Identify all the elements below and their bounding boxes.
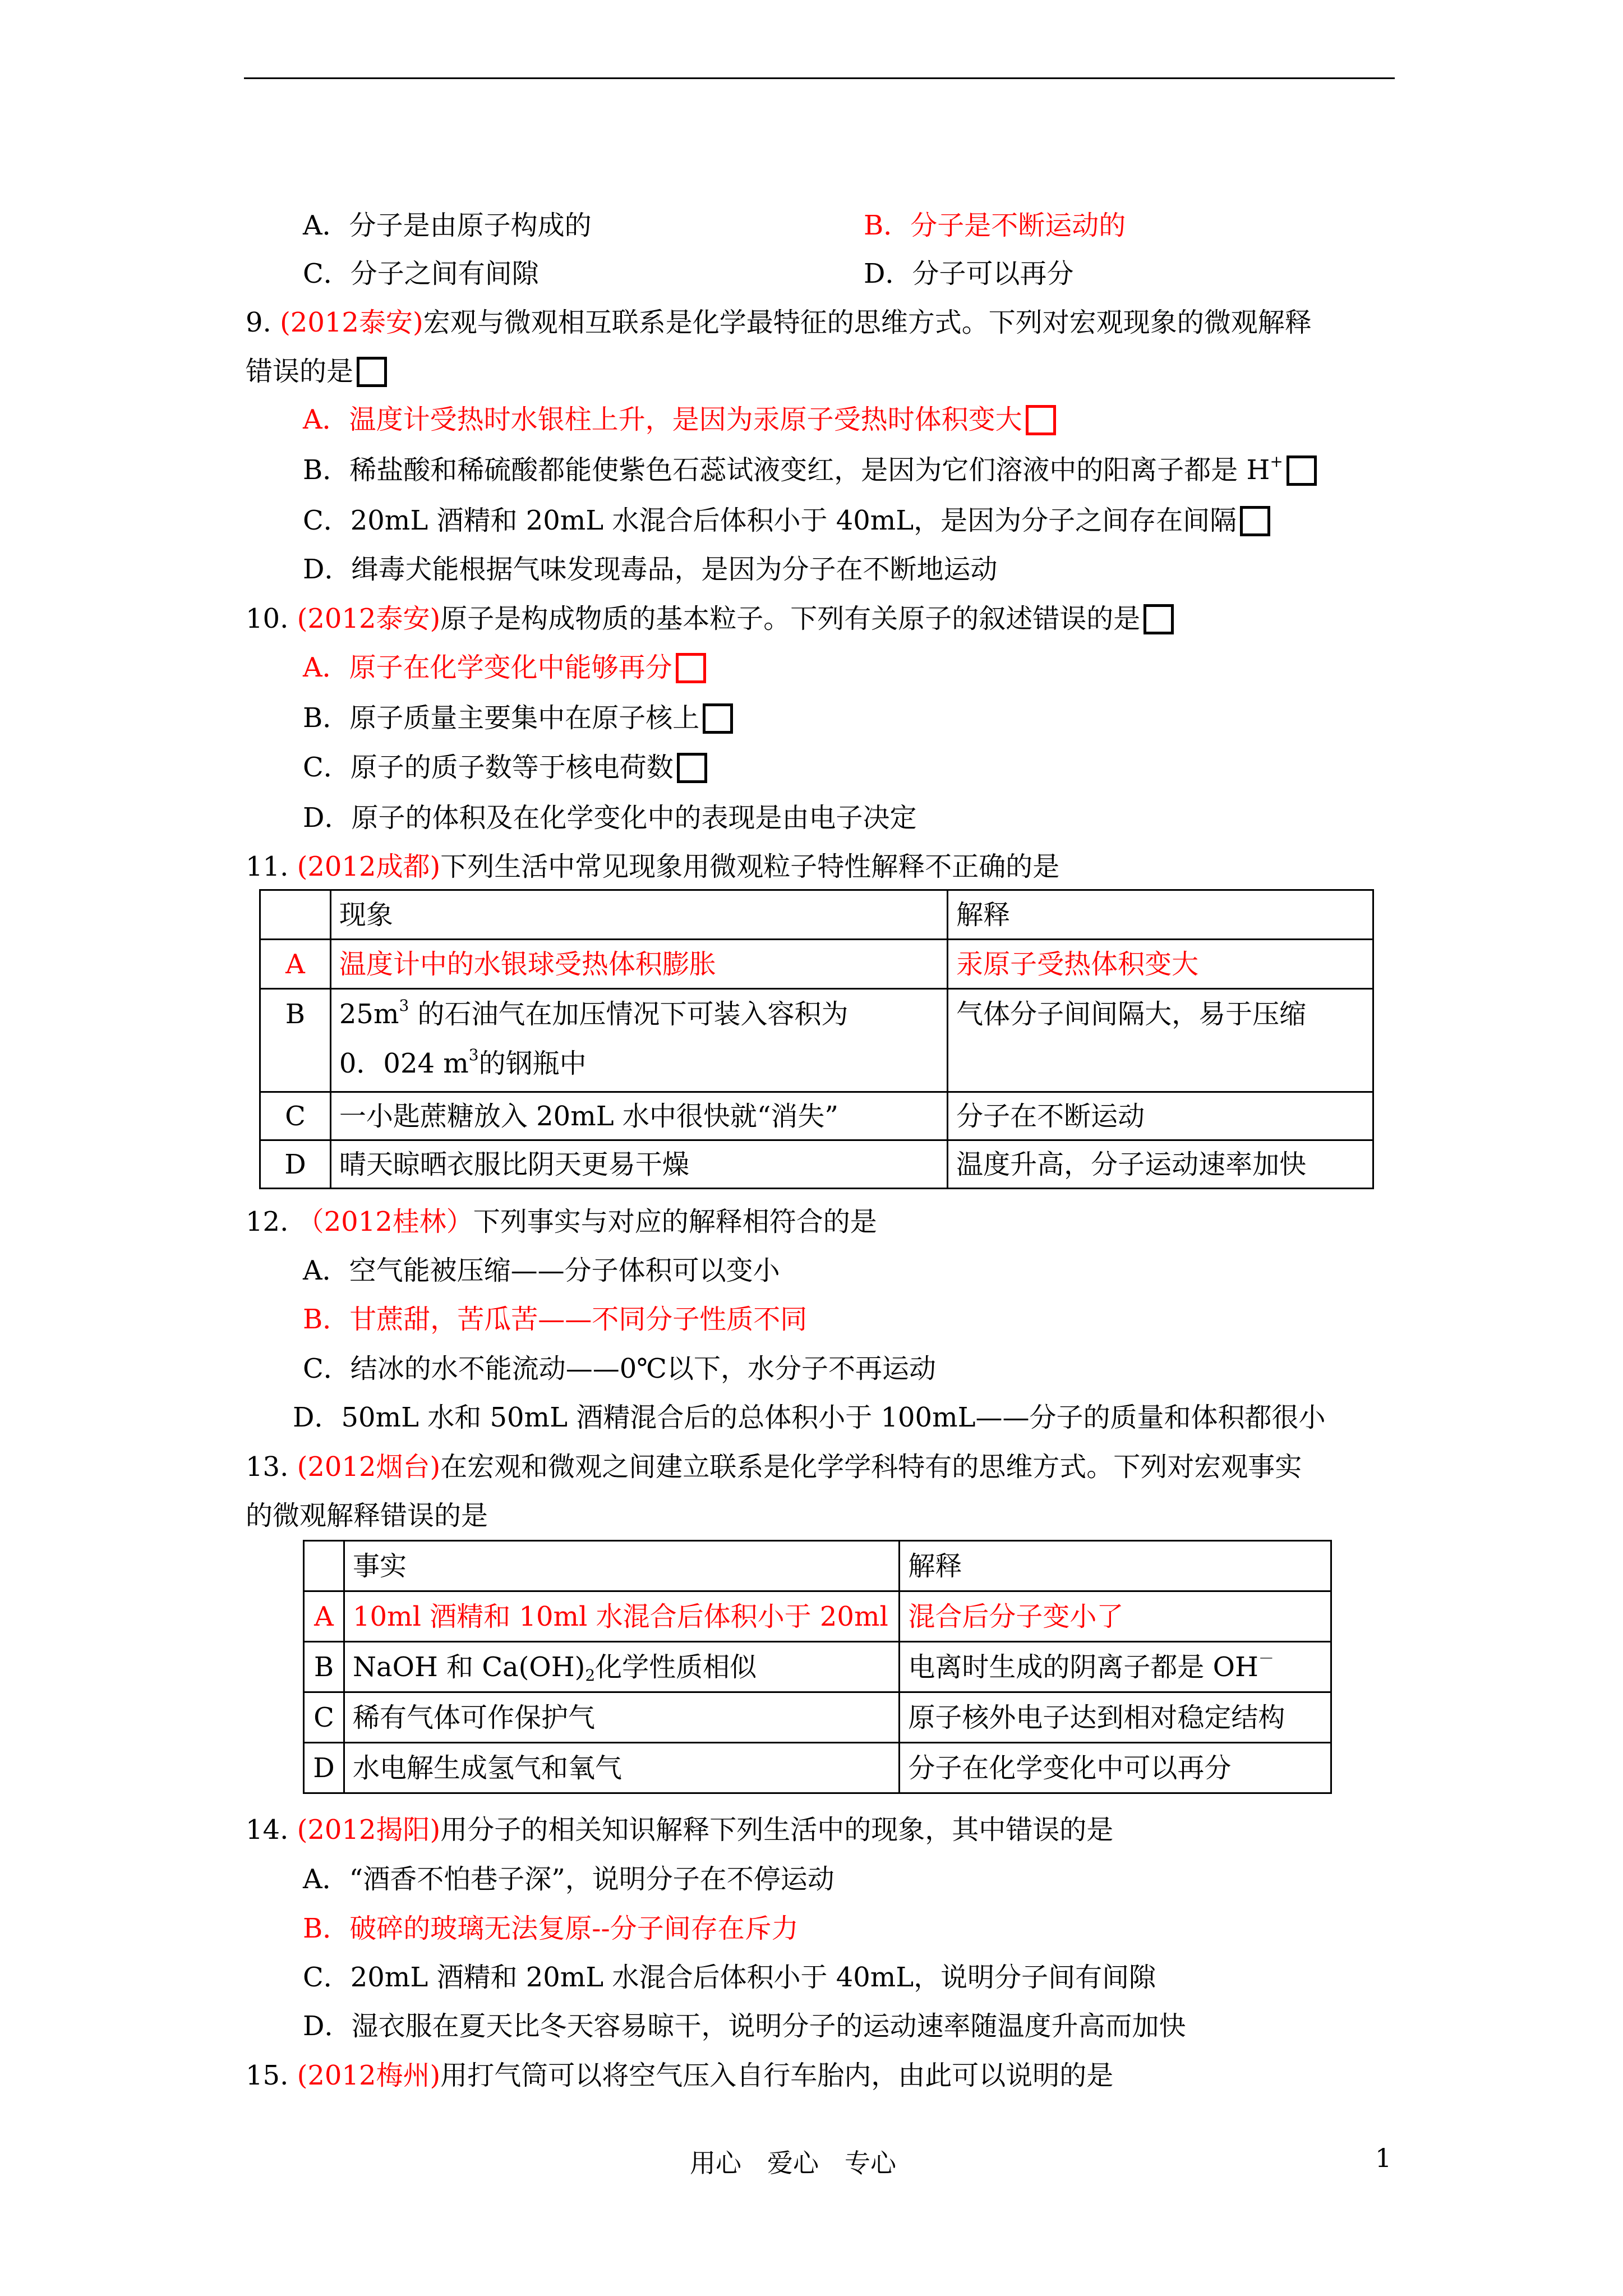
q12-option-b-answer: B．甘蔗甜，苦瓜苦——不同分子性质不同 [303, 1304, 808, 1335]
q10-option-c [303, 751, 707, 784]
superscript: 3 [468, 1046, 479, 1064]
q8-option-c: C．分子之间有间隙 [303, 258, 539, 289]
row-index: C [260, 1092, 331, 1140]
phenomenon-cell: 一小匙蔗糖放入 20mL 水中很快就“消失” [330, 1092, 947, 1140]
q10-option-b [303, 701, 733, 735]
table-cell [260, 890, 331, 940]
q10-option-a-text: A．原子在化学变化中能够再分 [303, 652, 672, 683]
row-index: B [304, 1642, 344, 1692]
q13-number: 13. [246, 1451, 289, 1483]
q15-source: (2012梅州) [297, 2060, 441, 2091]
phenomenon-line-1 [339, 997, 937, 1031]
q9-option-c-text: C．20mL 酒精和 20mL 水混合后体积小于 40mL，是因为分子之间存在间隔 [303, 505, 1237, 536]
superscript: 3 [399, 996, 409, 1015]
table-header-explanation: 解释 [948, 890, 1373, 940]
q15-stem [246, 2059, 1113, 2092]
row-index: C [304, 1692, 344, 1743]
fact-cell: 10ml 酒精和 10ml 水混合后体积小于 20ml [344, 1591, 899, 1642]
q15-stem-text: 用打气筒可以将空气压入自行车胎内，由此可以说明的是 [440, 2060, 1114, 2091]
row-index: D [304, 1743, 344, 1793]
q15-number: 15. [246, 2060, 289, 2091]
q8-option-a: A．分子是由原子构成的 [303, 210, 592, 241]
q14-option-d: D．湿衣服在夏天比冬天容易晾干，说明分子的运动速率随温度升高而加快 [303, 2010, 1186, 2042]
row-index: A [304, 1591, 344, 1642]
answer-box [703, 703, 733, 734]
q13-stem [246, 1450, 1302, 1484]
explanation-cell: 温度升高，分子运动速率加快 [948, 1140, 1373, 1189]
q14-option-b-answer: B．破碎的玻璃无法复原--分子间存在斥力 [303, 1913, 799, 1944]
q14-source: (2012揭阳) [297, 1814, 441, 1846]
explanation-cell: 分子在化学变化中可以再分 [900, 1743, 1331, 1793]
q9-option-a-answer [303, 403, 1056, 436]
explanation-cell [900, 1642, 1331, 1692]
q14-option-c: C．20mL 酒精和 20mL 水混合后体积小于 40mL，说明分子间有间隙 [303, 1962, 1156, 1993]
page-number: 1 [1375, 2143, 1392, 2173]
q10-stem-text: 原子是构成物质的基本粒子。下列有关原子的叙述错误的是 [440, 603, 1141, 634]
q10-option-c-text: C．原子的质子数等于核电荷数 [303, 752, 674, 783]
superscript: + [1270, 452, 1283, 471]
q12-option-c: C．结冰的水不能流动——0℃以下，水分子不再运动 [303, 1353, 936, 1384]
table-row [304, 1642, 1331, 1692]
q9-option-d: D．缉毒犬能根据气味发现毒品，是因为分子在不断地运动 [303, 554, 998, 585]
phenomenon-cell: 晴天晾晒衣服比阴天更易干燥 [330, 1140, 947, 1189]
explanation-cell: 汞原子受热体积变大 [948, 940, 1373, 989]
answer-box [1287, 455, 1317, 486]
fact-cell: 水电解生成氢气和氧气 [344, 1743, 899, 1793]
explanation-cell: 原子核外电子达到相对稳定结构 [900, 1692, 1331, 1743]
q14-stem [246, 1813, 1113, 1847]
table-row [304, 1591, 1331, 1642]
table-cell [304, 1541, 344, 1591]
q8-option-d: D．分子可以再分 [864, 258, 1074, 289]
q9-option-b-text: B．稀盐酸和稀硫酸都能使紫色石蕊试液变红，是因为它们溶液中的阳离子都是 H [303, 454, 1270, 486]
q12-stem-text: 下列事实与对应的解释相符合的是 [473, 1206, 877, 1237]
answer-box [1026, 405, 1056, 435]
q9-stem [246, 306, 1312, 339]
q12-stem [246, 1205, 877, 1239]
q9-stem-text: 宏观与微观相互联系是化学最特征的思维方式。下列对宏观现象的微观解释 [423, 307, 1312, 338]
phenomenon-cell: 温度计中的水银球受热体积膨胀 [330, 940, 947, 989]
fact-cell: 稀有气体可作保护气 [344, 1692, 899, 1743]
q14-option-a: A．“酒香不怕巷子深”，说明分子在不停运动 [303, 1864, 834, 1895]
text: 的石油气在加压情况下可装入容积为 [409, 999, 849, 1030]
table-header-phenomenon: 现象 [330, 890, 947, 940]
table-row [260, 940, 1373, 989]
explanation-cell: 混合后分子变小了 [900, 1591, 1331, 1642]
table-header-fact: 事实 [344, 1541, 899, 1591]
text: 化学性质相似 [595, 1651, 757, 1683]
row-index: B [260, 989, 331, 1092]
text: 的钢瓶中 [478, 1048, 587, 1079]
q10-option-b-text: B．原子质量主要集中在原子核上 [303, 702, 700, 734]
explanation-cell: 分子在不断运动 [948, 1092, 1373, 1140]
text: 电离时生成的阴离子都是 OH [908, 1651, 1258, 1683]
answer-box [676, 653, 706, 683]
q14-number: 14. [246, 1814, 289, 1846]
text: NaOH 和 Ca(OH) [352, 1651, 585, 1683]
header-rule [244, 77, 1395, 79]
subscript: 2 [585, 1665, 596, 1685]
superscript: － [1258, 1649, 1274, 1668]
q8-option-b-answer: B．分子是不断运动的 [864, 210, 1126, 241]
page-footer: 用心 爱心 专心 [690, 2148, 896, 2178]
q11-stem-text: 下列生活中常见现象用微观粒子特性解释不正确的是 [440, 851, 1060, 882]
answer-box [357, 357, 387, 387]
q11-source: (2012成都) [297, 851, 441, 882]
table-header-row [260, 890, 1373, 940]
q9-option-a-text: A．温度计受热时水银柱上升，是因为汞原子受热时体积变大 [303, 404, 1022, 435]
q9-stem-text-2: 错误的是 [246, 356, 354, 387]
q9-option-c [303, 504, 1270, 537]
phenomenon-cell [330, 989, 947, 1092]
q9-source: (2012泰安) [280, 307, 423, 338]
q10-number: 10. [246, 603, 289, 634]
answer-box [1240, 506, 1270, 536]
table-row [304, 1692, 1331, 1743]
fact-cell [344, 1642, 899, 1692]
q13-stem-text: 在宏观和微观之间建立联系是化学学科特有的思维方式。下列对宏观事实 [440, 1451, 1302, 1483]
q9-option-b [303, 453, 1317, 487]
q10-option-d: D．原子的体积及在化学变化中的表现是由电子决定 [303, 802, 917, 834]
q12-option-a: A．空气能被压缩——分子体积可以变小 [303, 1255, 780, 1286]
q10-stem [246, 602, 1174, 636]
q11-stem [246, 850, 1059, 884]
q11-number: 11. [246, 851, 289, 882]
answer-box [677, 753, 707, 783]
q9-stem-line2 [246, 355, 387, 388]
table-row [260, 989, 1373, 1092]
table-header-explanation: 解释 [900, 1541, 1331, 1591]
text: 25m [339, 999, 399, 1030]
q12-number: 12. [246, 1206, 289, 1237]
phenomenon-line-2 [339, 1047, 937, 1080]
row-index: A [260, 940, 331, 989]
answer-box [1144, 604, 1174, 634]
q13-table [303, 1540, 1332, 1794]
q14-stem-text: 用分子的相关知识解释下列生活中的现象，其中错误的是 [440, 1814, 1114, 1846]
explanation-cell: 气体分子间间隔大，易于压缩 [948, 989, 1373, 1092]
table-row [304, 1743, 1331, 1793]
row-index: D [260, 1140, 331, 1189]
q12-source: （2012桂林） [297, 1206, 473, 1237]
q10-option-a-answer [303, 651, 706, 684]
table-header-row [304, 1541, 1331, 1591]
q11-table [259, 889, 1374, 1189]
q12-option-d: D．50mL 水和 50mL 酒精混合后的总体积小于 100mL——分子的质量和体积都很小 [293, 1402, 1326, 1433]
q10-source: (2012泰安) [297, 603, 441, 634]
table-row [260, 1092, 1373, 1140]
q13-stem-line2: 的微观解释错误的是 [246, 1500, 488, 1531]
table-row [260, 1140, 1373, 1189]
text: 0．024 m [339, 1048, 469, 1079]
q9-number: 9. [246, 307, 271, 338]
q13-source: (2012烟台) [297, 1451, 441, 1483]
